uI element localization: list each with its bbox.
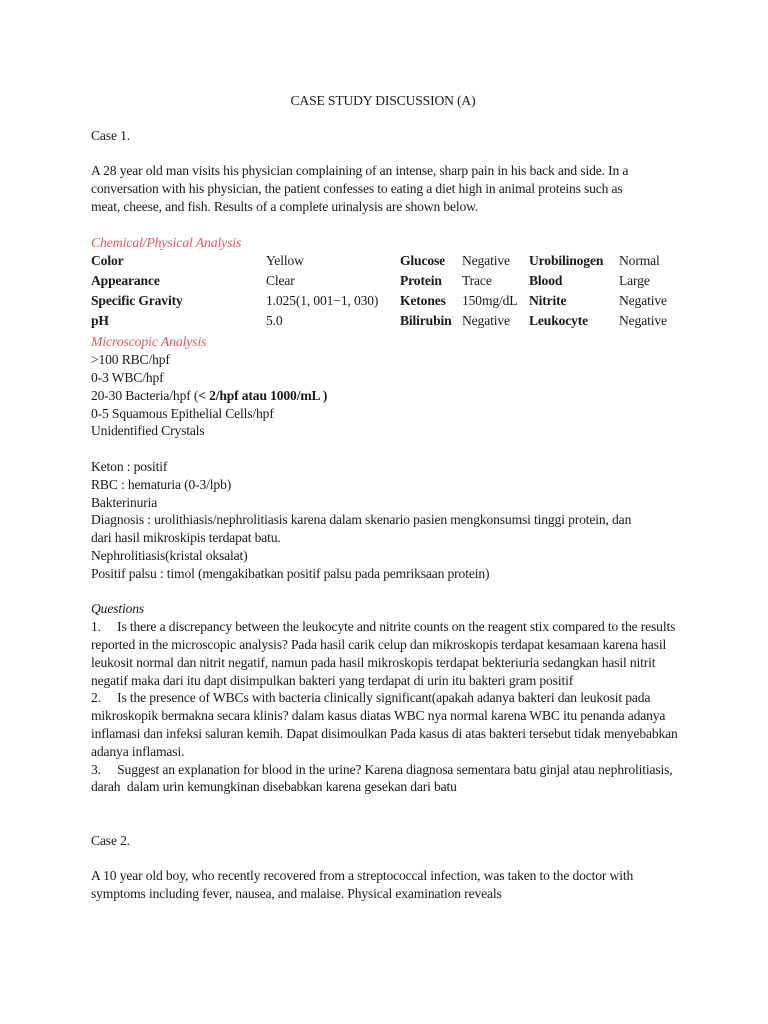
cell-value: Large bbox=[619, 273, 650, 289]
chemical-analysis-heading: Chemical/Physical Analysis bbox=[91, 234, 242, 250]
cell-label: pH bbox=[91, 313, 109, 329]
micro-wbc: 0-3 WBC/hpf bbox=[91, 369, 164, 385]
cell-value: Negative bbox=[619, 293, 667, 309]
micro-rbc: >100 RBC/hpf bbox=[91, 352, 170, 368]
note-keton: Keton : positif bbox=[91, 458, 168, 474]
note-diagnosis: Diagnosis : urolithiasis/nephrolitiasis karena dalam skenario pasien mengkonsumsi tinggi protein, dan dari hasil mikroskipis terdapat batu. bbox=[91, 512, 632, 546]
cell-label: Glucose bbox=[400, 253, 446, 269]
cell-value: Yellow bbox=[266, 253, 304, 269]
cell-label: Bilirubin bbox=[400, 313, 452, 329]
questions-heading: Questions bbox=[91, 601, 145, 617]
cell-label: Specific Gravity bbox=[91, 293, 183, 309]
micro-bacteria-text: 20-30 Bacteria/hpf ( bbox=[91, 387, 199, 403]
table-row bbox=[91, 272, 681, 292]
cell-value: 150mg/dL bbox=[462, 293, 518, 309]
note-nephrolitiasis: Nephrolitiasis(kristal oksalat) bbox=[91, 547, 248, 563]
chemical-analysis-table bbox=[91, 252, 681, 332]
micro-crystals: Unidentified Crystals bbox=[91, 423, 205, 439]
cell-value: Negative bbox=[619, 313, 667, 329]
micro-bacteria bbox=[91, 387, 691, 405]
table-row bbox=[91, 312, 681, 332]
note-bakteri: Bakterinuria bbox=[91, 494, 158, 510]
question-3: 3. Suggest an explanation for blood in the urine? Karena diagnosa sementara batu ginjal atau nephrolitiasis, darah dalam urin kemungkinan disebabkan karena gesekan dari batu bbox=[91, 761, 676, 795]
micro-bacteria-reference: < 2/hpf atau 1000/mL ) bbox=[198, 387, 328, 403]
document-body bbox=[91, 92, 691, 903]
cell-value: Negative bbox=[462, 313, 510, 329]
note-positif-palsu: Positif palsu : timol (mengakibatkan positif palsu pada pemriksaan protein) bbox=[91, 565, 490, 581]
cell-label: Nitrite bbox=[529, 293, 567, 309]
question-1: 1. Is there a discrepancy between the leukocyte and nitrite counts on the reagent stix compared to the results reported in the microscopic analysis? Pada hasil carik celup dan mikroskopis terdapat kesamaan karena hasil leukosit normal dan nitrit negatif, namun pada hasil mikroskopis terdapat bekteriuria sedangkan hasil nitrit negatif maka dari itu dapt disimpulkan bakteri yang terdapat di urin itu bakteri gram positif bbox=[91, 619, 679, 688]
cell-value: Trace bbox=[462, 273, 492, 289]
cell-label: Blood bbox=[529, 273, 563, 289]
micro-epithelial: 0-5 Squamous Epithelial Cells/hpf bbox=[91, 405, 274, 421]
case1-heading: Case 1. bbox=[91, 127, 130, 143]
note-rbc: RBC : hematuria (0-3/lpb) bbox=[91, 476, 232, 492]
microscopic-analysis-heading: Microscopic Analysis bbox=[91, 334, 207, 350]
cell-label: Protein bbox=[400, 273, 442, 289]
cell-value: 1.025(1, 001−1, 030) bbox=[266, 293, 379, 309]
cell-label: Appearance bbox=[91, 273, 160, 289]
page-title: CASE STUDY DISCUSSION (A) bbox=[290, 93, 476, 108]
question-2: 2. Is the presence of WBCs with bacteria clinically significant(apakah adanya bakteri dan leukosit pada mikroskopik bermakna secara klinis? dalam kasus diatas WBC nya normal karena WBC itu penanda adanya inflamasi dan infeksi saluran kemih. Dapat disimoulkan Pada kasus di atas bakteri tersebut tidak menyebabkan adanya inflamasi. bbox=[91, 690, 681, 759]
case2-heading: Case 2. bbox=[91, 832, 130, 848]
cell-value: Clear bbox=[266, 273, 295, 289]
case1-intro: A 28 year old man visits his physician complaining of an intense, sharp pain in his back and side. In a conversation with his physician, the patient confesses to eating a diet high in animal proteins such as meat, cheese, and fish. Results of a complete urinalysis are shown below. bbox=[91, 163, 629, 214]
cell-value: 5.0 bbox=[266, 313, 283, 329]
cell-value: Negative bbox=[462, 253, 510, 269]
cell-value: Normal bbox=[619, 253, 660, 269]
table-row bbox=[91, 252, 681, 272]
cell-label: Color bbox=[91, 253, 124, 269]
cell-label: Leukocyte bbox=[529, 313, 589, 329]
cell-label: Ketones bbox=[400, 293, 446, 309]
table-row bbox=[91, 292, 681, 312]
case2-intro: A 10 year old boy, who recently recovered from a streptococcal infection, was taken to the doctor with symptoms including fever, nausea, and malaise. Physical examination reveals bbox=[91, 868, 634, 902]
cell-label: Urobilinogen bbox=[529, 253, 604, 269]
